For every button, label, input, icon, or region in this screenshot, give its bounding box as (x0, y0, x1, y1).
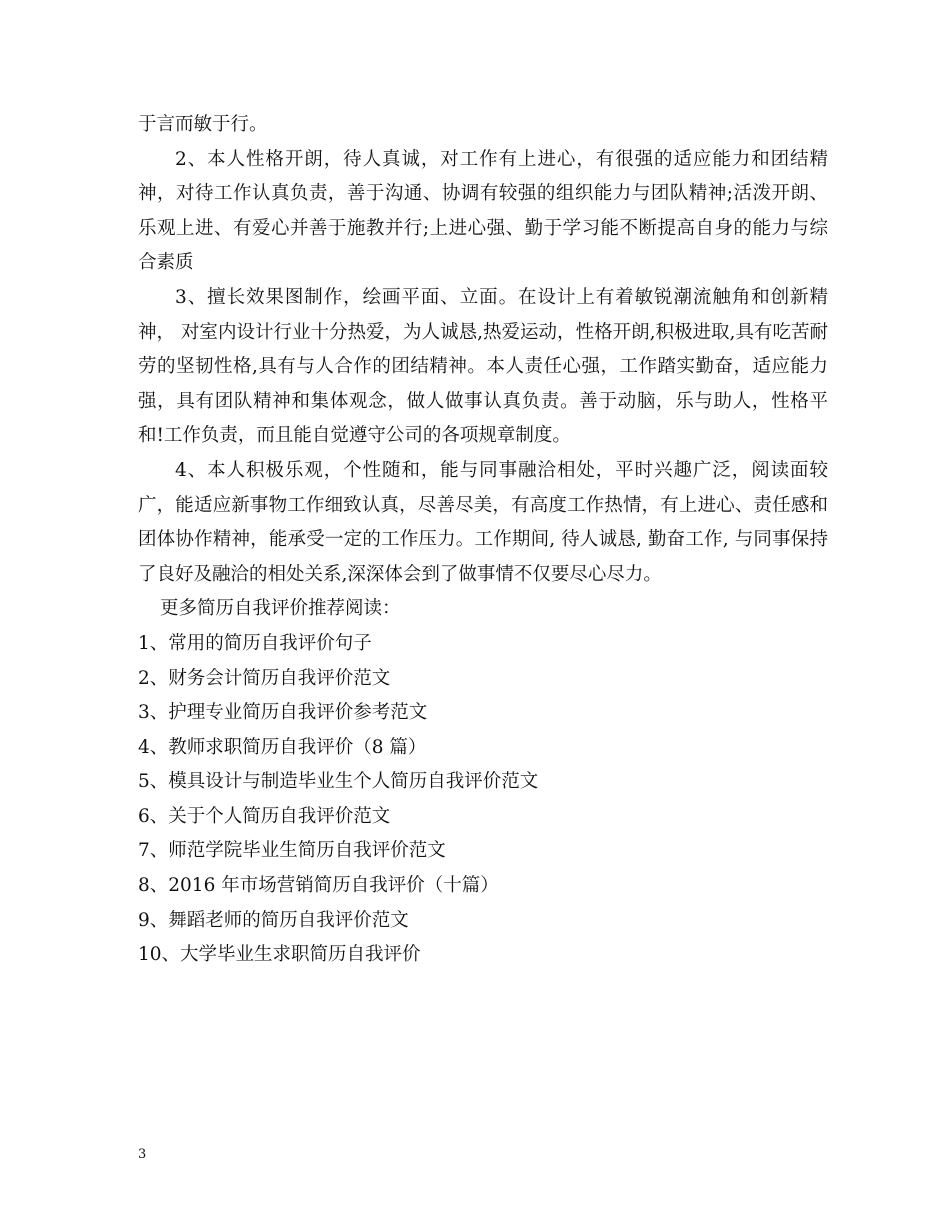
page-number: 3 (138, 1147, 147, 1162)
reading-link-9[interactable]: 9、舞蹈老师的简历自我评价范文 (138, 909, 409, 931)
more-reading-list (138, 627, 828, 973)
reading-link-8[interactable]: 8、2016 年市场营销简历自我评价（十篇） (138, 875, 499, 897)
reading-link-6[interactable]: 6、关于个人简历自我评价范文 (138, 805, 391, 827)
reading-link-7[interactable]: 7、师范学院毕业生简历自我评价范文 (138, 840, 446, 862)
reading-link-2[interactable]: 2、财务会计简历自我评价范文 (138, 667, 391, 689)
paragraph-item-2: 2、本人性格开朗，待人真诚，对工作有上进心，有很强的适应能力和团结精神，对待工作认真负责，善于沟通、协调有较强的组织能力与团队精神;活泼开朗、乐观上进、有爱心并善于施教并行;上进心强、勤于学习能不断提高自身的能力与综合素质 (138, 148, 828, 274)
reading-link-10[interactable]: 10、大学毕业生求职简历自我评价 (138, 944, 421, 966)
reading-link-1[interactable]: 1、常用的简历自我评价句子 (138, 632, 372, 654)
reading-link-3[interactable]: 3、护理专业简历自我评价参考范文 (138, 702, 428, 724)
paragraph-item-4: 4、本人积极乐观，个性随和，能与同事融洽相处，平时兴趣广泛，阅读面较广，能适应新事物工作细致认真，尽善尽美，有高度工作热情，有上进心、责任感和团体协作精神，能承受一定的工作压力。工作期间, 待人诚恳, 勤奋工作, 与同事保持了良好及融洽的相处关系,深深体会到了做事情不仅要尽心尽力。 (138, 459, 828, 585)
reading-link-5[interactable]: 5、模具设计与制造毕业生个人简历自我评价范文 (138, 771, 539, 793)
paragraph-continuation: 于言而敏于行。 (138, 114, 268, 135)
document-body (138, 108, 828, 973)
reading-link-4[interactable]: 4、教师求职简历自我评价（8 篇） (138, 736, 427, 758)
more-reading-title: 更多简历自我评价推荐阅读： (160, 598, 401, 620)
paragraph-item-3: 3、擅长效果图制作，绘画平面、立面。在设计上有着敏锐潮流触角和创新精神， 对室内设计行业十分热爱，为人诚恳,热爱运动，性格开朗,积极进取,具有吃苦耐劳的坚韧性格,具有与人合作的团结精神。本人责任心强，工作踏实勤奋，适应能力强，具有团队精神和集体观念，做人做事认真负责。善于动脑，乐与助人，性格平和!工作负责，而且能自觉遵守公司的各项规章制度。 (138, 286, 828, 447)
